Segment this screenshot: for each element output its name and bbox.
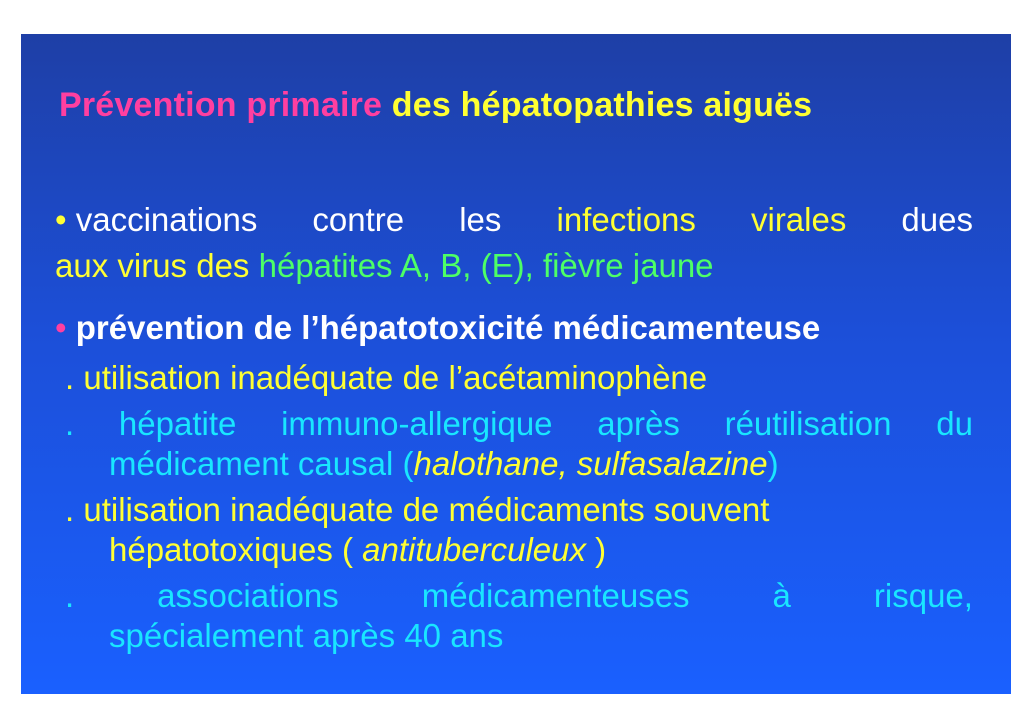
item-medicaments-line2: hépatotoxiques ( antituberculeux ) xyxy=(109,531,607,568)
bullet-vaccinations-line2: aux virus des hépatites A, B, (E), fièvre jaune xyxy=(55,247,714,284)
item-associations-line2: spécialement après 40 ans xyxy=(109,617,504,654)
bullet-marker: • xyxy=(55,309,67,346)
slide-title xyxy=(59,86,812,125)
item-immuno-allergique-line2: médicament causal (halothane, sulfasalazine) xyxy=(109,445,779,482)
bullet-marker: • xyxy=(55,201,67,238)
title-rest: des hépatopathies aiguës xyxy=(391,86,813,124)
item-associations-line1: . associations médicamenteuses à risque, xyxy=(65,577,973,614)
title-highlight: Prévention primaire xyxy=(59,86,383,124)
bullet-vaccinations-line1: • vaccinations contre les infections virales dues xyxy=(55,201,973,238)
item-acetaminophene: . utilisation inadéquate de l’acétaminophène xyxy=(65,359,708,396)
bullet-prevention: • prévention de l’hépatotoxicité médicamenteuse xyxy=(55,309,821,346)
item-immuno-allergique-line1: . hépatite immuno-allergique après réutilisation du xyxy=(65,405,973,442)
item-medicaments-line1: . utilisation inadéquate de médicaments souvent xyxy=(65,491,770,528)
slide xyxy=(21,34,1011,694)
